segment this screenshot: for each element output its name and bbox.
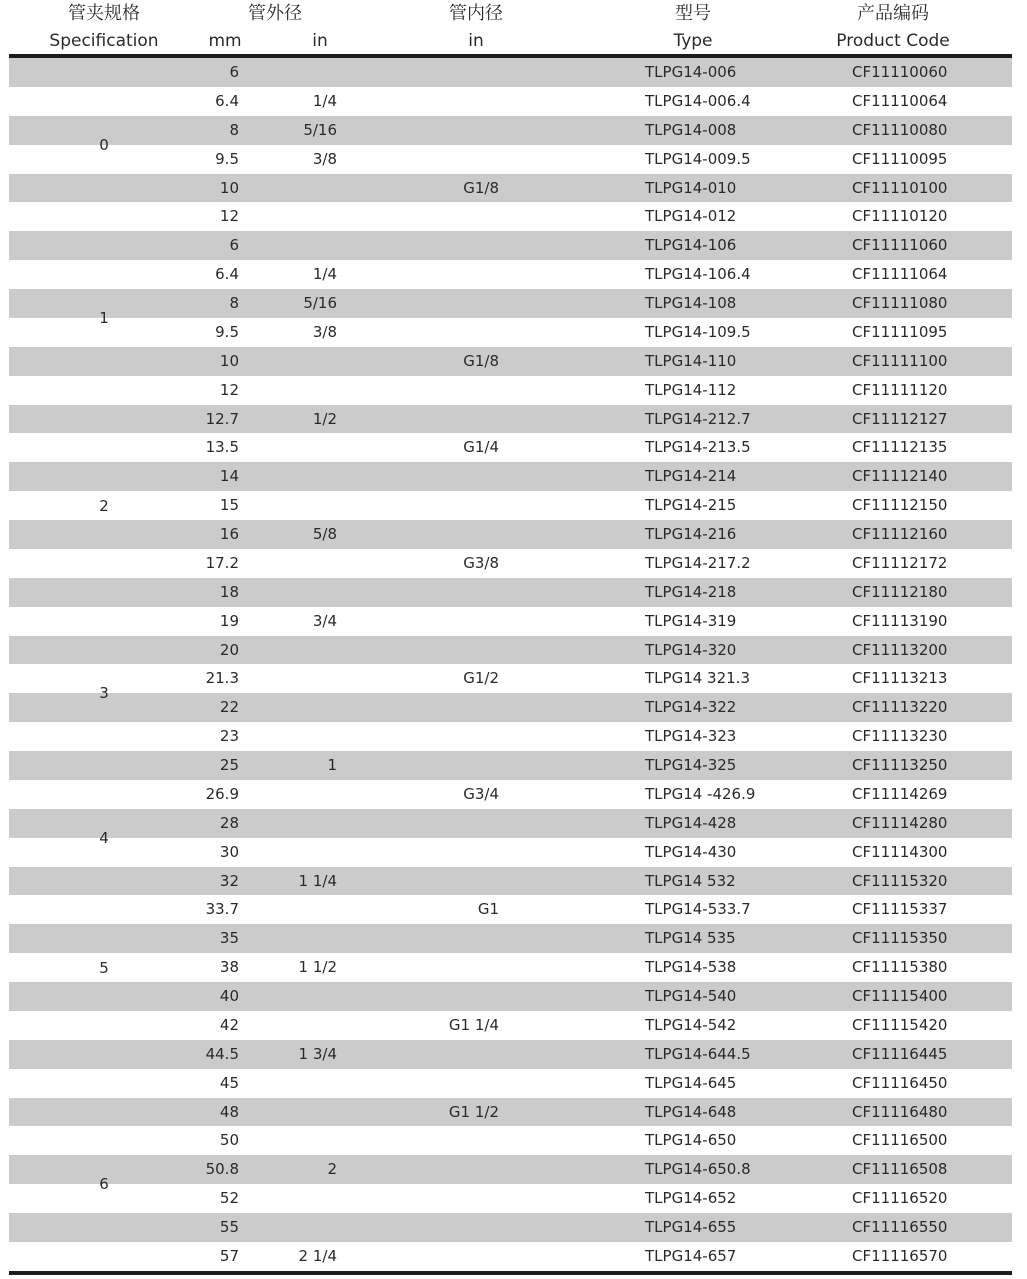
outer-mm-cell: 15 [219, 496, 239, 515]
product-code-cell: CF11114280 [852, 813, 948, 832]
header-code-cn: 产品编码 [857, 3, 929, 24]
table-row [9, 260, 1012, 289]
product-code-cell: CF11110120 [852, 207, 948, 226]
product-code-cell: CF11113220 [852, 698, 948, 717]
product-code-cell: CF11113200 [852, 640, 948, 659]
inner-in-cell: G1/4 [463, 438, 499, 457]
type-cell: TLPG14-108 [645, 294, 737, 312]
type-cell: TLPG14-533.7 [645, 900, 751, 919]
outer-mm-cell: 55 [219, 1218, 239, 1236]
outer-in-cell: 5/16 [303, 120, 337, 139]
type-cell: TLPG14-652 [645, 1189, 737, 1208]
product-code-cell: CF11114300 [852, 842, 948, 861]
table-row [9, 578, 1012, 607]
table-row [9, 924, 1012, 953]
table-row [9, 1126, 1012, 1155]
product-code-cell: CF11116508 [852, 1160, 948, 1179]
product-code-cell: CF11116520 [852, 1189, 948, 1208]
product-code-cell: CF11112140 [852, 467, 948, 486]
product-code-cell: CF11112150 [852, 496, 948, 515]
type-cell: TLPG14-217.2 [645, 553, 751, 572]
outer-mm-cell: 6 [229, 236, 239, 255]
outer-mm-cell: 57 [219, 1246, 239, 1265]
outer-mm-cell: 40 [219, 987, 239, 1005]
type-cell: TLPG14-006 [645, 63, 737, 81]
outer-in-cell: 1 1/4 [298, 871, 337, 890]
outer-mm-cell: 8 [229, 120, 239, 139]
type-cell: TLPG14-542 [645, 1015, 737, 1034]
type-cell: TLPG14-006.4 [645, 91, 751, 110]
outer-in-cell: 5/8 [312, 525, 337, 543]
product-code-cell: CF11113190 [852, 611, 948, 630]
outer-mm-cell: 50.8 [205, 1160, 239, 1179]
type-cell: TLPG14-325 [645, 756, 737, 774]
type-cell: TLPG14-540 [645, 987, 737, 1005]
table-row [9, 1242, 1012, 1271]
header-spec-en: Specification [49, 31, 159, 51]
product-code-cell: CF11115400 [852, 987, 948, 1005]
spec-group-label: 4 [99, 828, 109, 847]
table-row [9, 636, 1012, 665]
outer-mm-cell: 9.5 [215, 149, 239, 168]
spec-group-label: 1 [99, 308, 109, 327]
spec-group-label: 2 [99, 496, 109, 515]
type-cell: TLPG14-430 [645, 842, 737, 861]
product-code-cell: CF11115350 [852, 929, 948, 948]
type-cell: TLPG14-012 [645, 207, 737, 226]
header-spec-cn: 管夹规格 [68, 3, 140, 24]
product-code-cell: CF11110080 [852, 120, 948, 139]
product-code-cell: CF11110060 [852, 63, 948, 81]
spec-group-label: 6 [99, 1175, 109, 1194]
header-type-en: Type [673, 31, 713, 51]
type-cell: TLPG14 -426.9 [645, 784, 756, 803]
type-cell: TLPG14-655 [645, 1218, 737, 1236]
product-code-cell: CF11115380 [852, 958, 948, 977]
outer-mm-cell: 45 [219, 1073, 239, 1092]
product-code-cell: CF11110095 [852, 149, 948, 168]
outer-mm-cell: 44.5 [205, 1044, 239, 1063]
outer-mm-cell: 9.5 [215, 322, 239, 341]
outer-in-cell: 3/8 [312, 322, 337, 341]
inner-in-cell: G1 1/4 [448, 1015, 499, 1034]
outer-mm-cell: 8 [229, 294, 239, 312]
product-code-cell: CF11115420 [852, 1015, 948, 1034]
outer-mm-cell: 12 [219, 207, 239, 226]
table-row [9, 982, 1012, 1011]
table-row [9, 462, 1012, 491]
product-code-cell: CF11115337 [852, 900, 948, 919]
outer-mm-cell: 20 [219, 640, 239, 659]
product-code-cell: CF11116445 [852, 1044, 948, 1063]
type-cell: TLPG14-008 [645, 120, 737, 139]
type-cell: TLPG14 532 [645, 871, 736, 890]
type-cell: TLPG14-428 [645, 813, 737, 832]
outer-mm-cell: 6.4 [215, 265, 239, 284]
spec-group-label: 5 [99, 958, 109, 977]
table-row [9, 1098, 1012, 1127]
outer-in-cell: 1/4 [312, 91, 337, 110]
table-row [9, 751, 1012, 780]
outer-mm-cell: 12 [219, 380, 239, 399]
table-row [9, 433, 1012, 462]
table-row [9, 722, 1012, 751]
outer-mm-cell: 52 [219, 1189, 239, 1208]
type-cell: TLPG14-009.5 [645, 149, 751, 168]
table-row [9, 231, 1012, 260]
table-row [9, 1011, 1012, 1040]
header-outer-in: in [312, 31, 328, 51]
outer-in-cell: 5/16 [303, 294, 337, 312]
outer-mm-cell: 12.7 [205, 409, 239, 428]
table-row [9, 1040, 1012, 1069]
type-cell: TLPG14-214 [645, 467, 737, 486]
product-code-cell: CF11110064 [852, 91, 948, 110]
type-cell: TLPG14-215 [645, 496, 737, 515]
outer-mm-cell: 19 [219, 611, 239, 630]
table-row [9, 1213, 1012, 1242]
type-cell: TLPG14-010 [645, 178, 737, 197]
table-body [9, 58, 1012, 1271]
type-cell: TLPG14-106 [645, 236, 737, 255]
spec-group-label: 0 [99, 135, 109, 154]
table-row [9, 58, 1012, 87]
type-cell: TLPG14-106.4 [645, 265, 751, 284]
table-row [9, 780, 1012, 809]
table-row [9, 520, 1012, 549]
type-cell: TLPG14-650 [645, 1131, 737, 1150]
product-code-cell: CF11113213 [852, 669, 948, 688]
outer-in-cell: 3/8 [312, 149, 337, 168]
type-cell: TLPG14 535 [645, 929, 736, 948]
product-code-cell: CF11111100 [852, 351, 948, 370]
product-code-cell: CF11116480 [852, 1102, 948, 1121]
type-cell: TLPG14-645 [645, 1073, 737, 1092]
header-outer-cn: 管外径 [248, 3, 302, 24]
table-row [9, 174, 1012, 203]
table-row [9, 549, 1012, 578]
outer-in-cell: 1/4 [312, 265, 337, 284]
product-code-cell: CF11111120 [852, 380, 948, 399]
spec-group-label: 3 [99, 684, 109, 703]
table-row [9, 405, 1012, 434]
outer-mm-cell: 38 [219, 958, 239, 977]
type-cell: TLPG14-650.8 [645, 1160, 751, 1179]
table-row [9, 87, 1012, 116]
product-code-cell: CF11111060 [852, 236, 948, 255]
table-row [9, 895, 1012, 924]
outer-in-cell: 2 [327, 1160, 337, 1179]
outer-mm-cell: 35 [219, 929, 239, 948]
type-cell: TLPG14-322 [645, 698, 737, 717]
product-code-cell: CF11116570 [852, 1246, 948, 1265]
product-code-cell: CF11116550 [852, 1218, 948, 1236]
inner-in-cell: G3/8 [463, 553, 499, 572]
product-code-cell: CF11116450 [852, 1073, 948, 1092]
product-code-cell: CF11111080 [852, 294, 948, 312]
table-row [9, 1069, 1012, 1098]
product-code-cell: CF11113230 [852, 727, 948, 746]
type-cell: TLPG14-323 [645, 727, 737, 746]
outer-mm-cell: 28 [219, 813, 239, 832]
outer-mm-cell: 6.4 [215, 91, 239, 110]
outer-mm-cell: 26.9 [205, 784, 239, 803]
type-cell: TLPG14-644.5 [645, 1044, 751, 1063]
outer-mm-cell: 50 [219, 1131, 239, 1150]
type-cell: TLPG14-212.7 [645, 409, 751, 428]
outer-mm-cell: 6 [229, 63, 239, 81]
outer-mm-cell: 30 [219, 842, 239, 861]
type-cell: TLPG14-109.5 [645, 322, 751, 341]
outer-mm-cell: 16 [219, 525, 239, 543]
type-cell: TLPG14-538 [645, 958, 737, 977]
outer-mm-cell: 10 [219, 351, 239, 370]
outer-in-cell: 2 1/4 [298, 1246, 337, 1265]
inner-in-cell: G1 1/2 [448, 1102, 499, 1121]
inner-in-cell: G3/4 [463, 784, 499, 803]
outer-in-cell: 1 [327, 756, 337, 774]
type-cell: TLPG14-657 [645, 1246, 737, 1265]
type-cell: TLPG14-110 [645, 351, 737, 370]
product-code-cell: CF11116500 [852, 1131, 948, 1150]
inner-in-cell: G1/8 [463, 351, 499, 370]
outer-mm-cell: 13.5 [205, 438, 239, 457]
footer-rule [9, 1271, 1012, 1275]
product-code-cell: CF11112135 [852, 438, 948, 457]
outer-mm-cell: 25 [219, 756, 239, 774]
product-code-cell: CF11115320 [852, 871, 948, 890]
table-row [9, 607, 1012, 636]
outer-mm-cell: 42 [219, 1015, 239, 1034]
inner-in-cell: G1/2 [463, 669, 499, 688]
header-outer-mm: mm [208, 31, 242, 51]
product-code-cell: CF11112160 [852, 525, 948, 543]
outer-mm-cell: 21.3 [205, 669, 239, 688]
table-row [9, 376, 1012, 405]
type-cell: TLPG14-648 [645, 1102, 737, 1121]
product-code-cell: CF11112127 [852, 409, 948, 428]
header-inner-cn: 管内径 [449, 3, 503, 24]
outer-mm-cell: 10 [219, 178, 239, 197]
outer-mm-cell: 14 [219, 467, 239, 486]
product-code-cell: CF11112172 [852, 553, 948, 572]
inner-in-cell: G1 [477, 900, 499, 919]
outer-in-cell: 1/2 [312, 409, 337, 428]
outer-in-cell: 1 1/2 [298, 958, 337, 977]
header-inner-in: in [468, 31, 484, 51]
outer-mm-cell: 23 [219, 727, 239, 746]
type-cell: TLPG14-216 [645, 525, 737, 543]
inner-in-cell: G1/8 [463, 178, 499, 197]
type-cell: TLPG14-213.5 [645, 438, 751, 457]
outer-mm-cell: 32 [219, 871, 239, 890]
product-code-cell: CF11112180 [852, 582, 948, 601]
type-cell: TLPG14-112 [645, 380, 737, 399]
product-code-cell: CF11114269 [852, 784, 948, 803]
outer-in-cell: 1 3/4 [298, 1044, 337, 1063]
type-cell: TLPG14-319 [645, 611, 737, 630]
header-code-en: Product Code [836, 31, 950, 51]
product-code-cell: CF11113250 [852, 756, 948, 774]
table-row [9, 867, 1012, 896]
table-row [9, 347, 1012, 376]
type-cell: TLPG14-218 [645, 582, 737, 601]
type-cell: TLPG14-320 [645, 640, 737, 659]
type-cell: TLPG14 321.3 [645, 669, 750, 688]
product-code-cell: CF11111095 [852, 322, 948, 341]
outer-mm-cell: 48 [219, 1102, 239, 1121]
outer-in-cell: 3/4 [312, 611, 337, 630]
header-type-cn: 型号 [675, 3, 711, 24]
outer-mm-cell: 18 [219, 582, 239, 601]
outer-mm-cell: 33.7 [205, 900, 239, 919]
product-code-cell: CF11111064 [852, 265, 948, 284]
outer-mm-cell: 17.2 [205, 553, 239, 572]
outer-mm-cell: 22 [219, 698, 239, 717]
table-row [9, 202, 1012, 231]
product-code-cell: CF11110100 [852, 178, 948, 197]
